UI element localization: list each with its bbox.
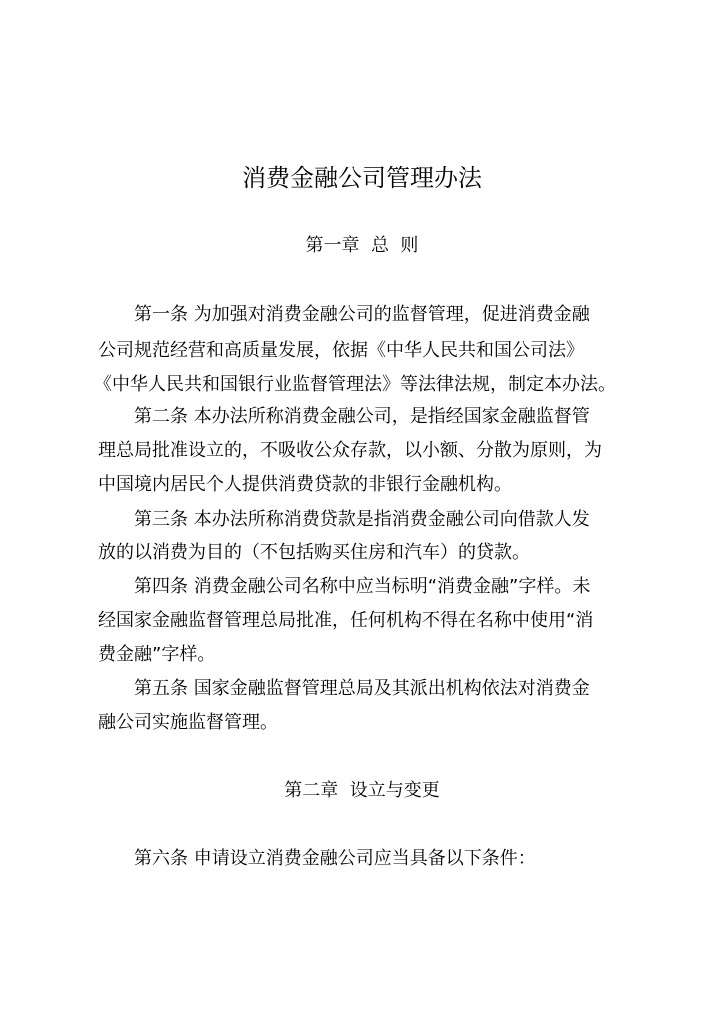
- article-2-line-1: 第二条 本办法所称消费金融公司，是指经国家金融监督管: [134, 406, 590, 427]
- article-4-line-2: 经国家金融监督管理总局批准，任何机构不得在名称中使用“消: [98, 610, 594, 631]
- article-3-line-2: 放的以消费为目的（不包括购买住房和汽车）的贷款。: [98, 542, 530, 563]
- chapter-heading-1: 第一章 总 则: [305, 235, 419, 256]
- article-2-line-2: 理总局批准设立的，不吸收公众存款，以小额、分散为原则，为: [98, 440, 602, 461]
- article-6-line-1: 第六条 申请设立消费金融公司应当具备以下条件：: [134, 848, 536, 869]
- article-4-line-1: 第四条 消费金融公司名称中应当标明“消费金融”字样。未: [134, 576, 591, 597]
- article-4-line-3: 费金融”字样。: [98, 644, 216, 665]
- article-2-line-3: 中国境内居民个人提供消费贷款的非银行金融机构。: [98, 474, 512, 495]
- article-5-line-1: 第五条 国家金融监督管理总局及其派出机构依法对消费金: [134, 678, 590, 699]
- article-1-line-3: 《中华人民共和国银行业监督管理法》等法律法规，制定本办法。: [94, 374, 616, 395]
- article-3-line-1: 第三条 本办法所称消费贷款是指消费金融公司向借款人发: [134, 509, 590, 530]
- article-1-line-2: 公司规范经营和高质量发展，依据《中华人民共和国公司法》: [98, 340, 584, 361]
- article-1-line-1: 第一条 为加强对消费金融公司的监督管理，促进消费金融: [134, 304, 590, 325]
- chapter-heading-2: 第二章 设立与变更: [284, 780, 440, 801]
- article-5-line-2: 融公司实施监督管理。: [98, 712, 278, 733]
- document-title: 消费金融公司管理办法: [242, 164, 482, 192]
